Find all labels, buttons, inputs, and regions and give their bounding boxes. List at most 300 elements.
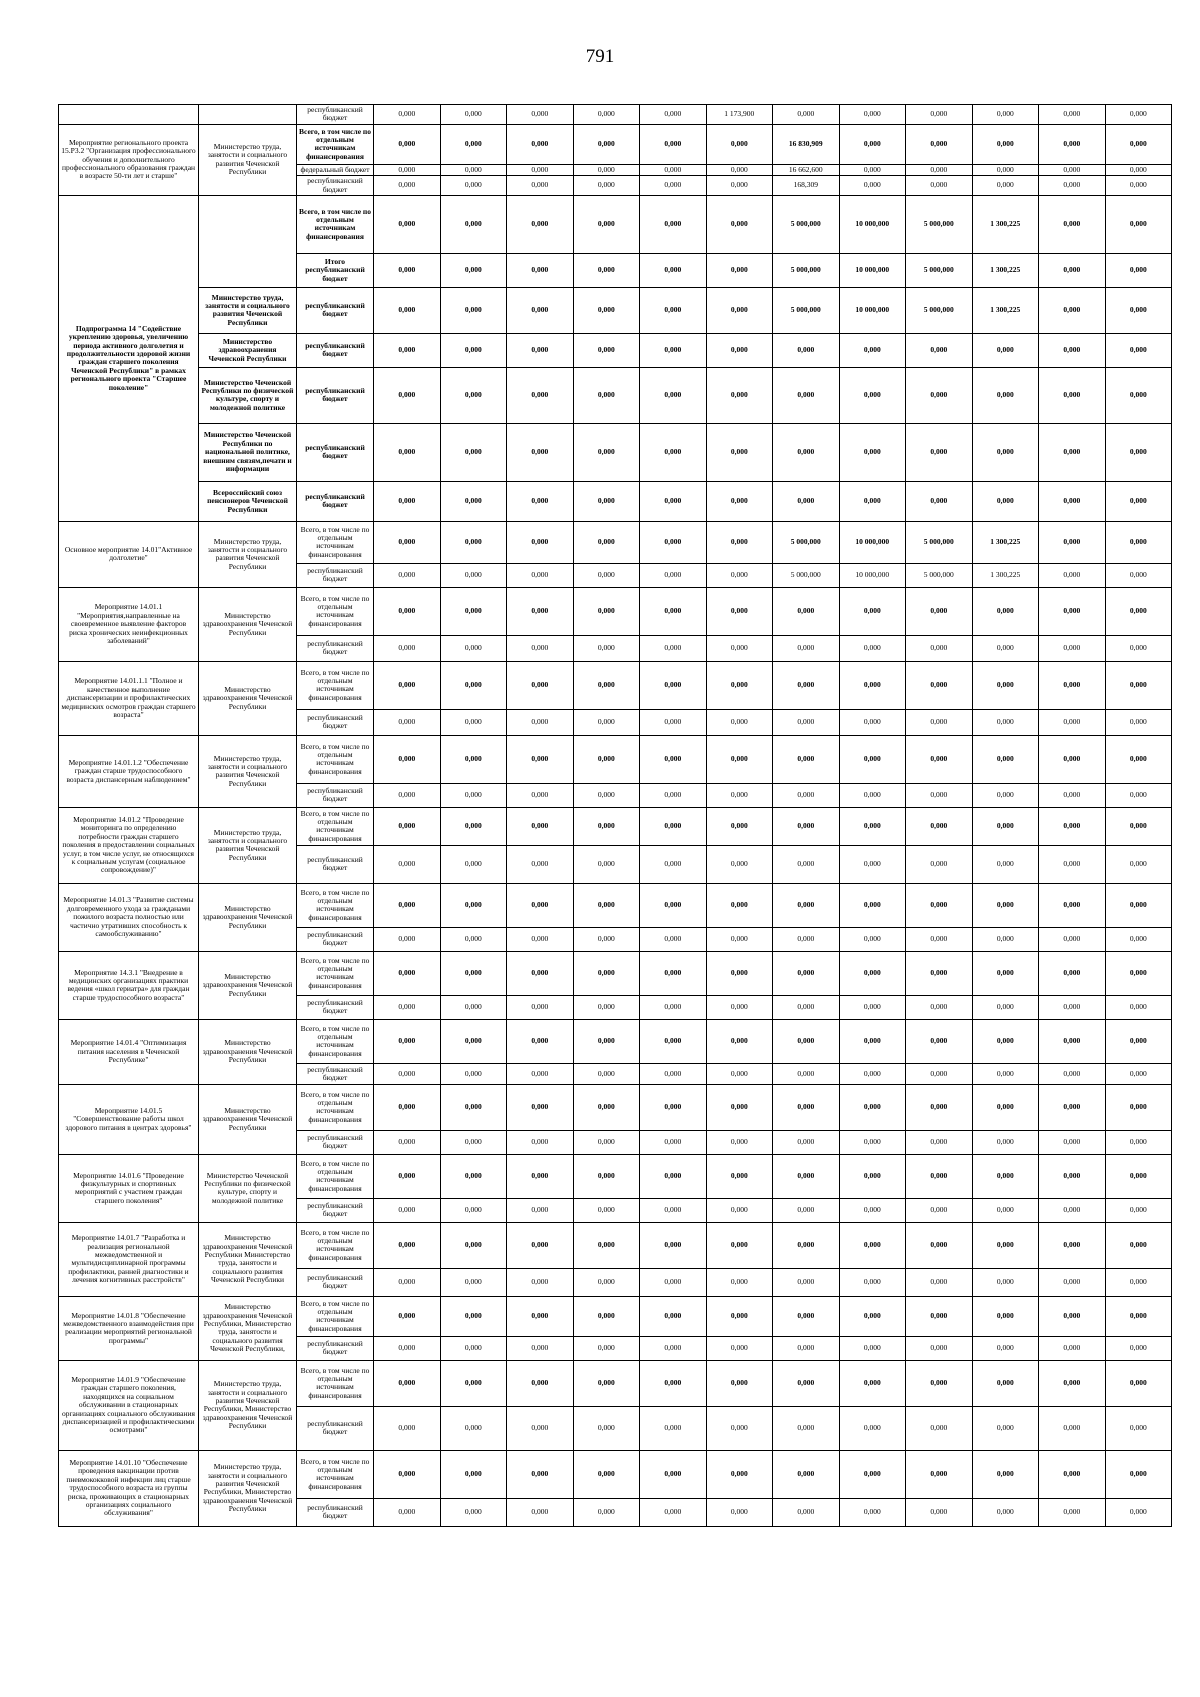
value-cell: 0,000	[1105, 1450, 1172, 1498]
value-cell: 0,000	[773, 367, 840, 423]
value-cell: 0,000	[773, 1063, 840, 1084]
value-cell: 0,000	[507, 845, 574, 883]
value-cell: 0,000	[1039, 845, 1106, 883]
value-cell: 1 300,225	[972, 563, 1039, 587]
value-cell: 0,000	[507, 1084, 574, 1130]
value-cell: 0,000	[706, 164, 773, 175]
value-cell: 0,000	[773, 807, 840, 845]
value-cell: 0,000	[507, 481, 574, 521]
value-cell: 0,000	[773, 1268, 840, 1296]
value-cell: 0,000	[706, 1360, 773, 1406]
value-cell: 0,000	[906, 1296, 973, 1336]
value-cell: 0,000	[839, 1084, 906, 1130]
value-cell: 0,000	[573, 521, 640, 563]
value-cell: 0,000	[1039, 1498, 1106, 1526]
value-cell: 0,000	[706, 951, 773, 995]
table-row	[59, 481, 1172, 521]
value-cell: 0,000	[440, 1019, 507, 1063]
value-cell: 0,000	[1039, 807, 1106, 845]
source-cell: республиканский бюджет	[297, 1063, 374, 1084]
value-cell: 0,000	[906, 1450, 973, 1498]
value-cell: 0,000	[507, 951, 574, 995]
value-cell: 0,000	[1039, 1198, 1106, 1222]
executor-cell: Министерство здравоохранения Чеченской Республики	[199, 1084, 297, 1154]
value-cell: 0,000	[640, 783, 707, 807]
value-cell: 0,000	[440, 951, 507, 995]
value-cell: 0,000	[507, 709, 574, 735]
value-cell: 0,000	[573, 481, 640, 521]
value-cell: 0,000	[640, 124, 707, 164]
source-cell: федеральный бюджет	[297, 164, 374, 175]
value-cell: 0,000	[1039, 124, 1106, 164]
value-cell: 0,000	[839, 1063, 906, 1084]
value-cell: 0,000	[773, 1450, 840, 1498]
value-cell: 0,000	[573, 807, 640, 845]
activity-name-cell: Мероприятие 14.3.1 "Внедрение в медицинских организациях практики ведения «школ гериатра» для граждан старше трудоспособного возраста"	[59, 951, 199, 1019]
value-cell: 0,000	[972, 1450, 1039, 1498]
value-cell: 0,000	[507, 927, 574, 951]
value-cell: 0,000	[839, 587, 906, 635]
value-cell: 0,000	[839, 883, 906, 927]
value-cell: 0,000	[773, 1360, 840, 1406]
value-cell: 0,000	[906, 1406, 973, 1450]
source-cell: Всего, в том числе по отдельным источникам финансирования	[297, 1296, 374, 1336]
value-cell: 0,000	[640, 287, 707, 333]
value-cell: 0,000	[1105, 1268, 1172, 1296]
value-cell: 0,000	[972, 1154, 1039, 1198]
value-cell: 0,000	[1039, 1450, 1106, 1498]
value-cell: 0,000	[374, 164, 441, 175]
value-cell: 0,000	[1105, 587, 1172, 635]
value-cell: 0,000	[1105, 1198, 1172, 1222]
value-cell: 0,000	[640, 521, 707, 563]
value-cell: 5 000,000	[906, 195, 973, 253]
source-cell: республиканский бюджет	[297, 481, 374, 521]
value-cell: 0,000	[507, 1130, 574, 1154]
source-cell: республиканский бюджет	[297, 287, 374, 333]
value-cell: 0,000	[906, 1063, 973, 1084]
value-cell: 0,000	[573, 709, 640, 735]
value-cell: 0,000	[507, 423, 574, 481]
value-cell: 0,000	[706, 195, 773, 253]
value-cell: 0,000	[507, 783, 574, 807]
value-cell: 0,000	[972, 927, 1039, 951]
value-cell: 0,000	[1105, 481, 1172, 521]
value-cell: 0,000	[773, 995, 840, 1019]
source-cell: Всего, в том числе по отдельным источникам финансирования	[297, 1450, 374, 1498]
value-cell: 0,000	[1039, 635, 1106, 661]
value-cell: 0,000	[507, 1198, 574, 1222]
value-cell: 0,000	[440, 661, 507, 709]
value-cell: 0,000	[972, 845, 1039, 883]
source-cell: Всего, в том числе по отдельным источникам финансирования	[297, 195, 374, 253]
value-cell: 0,000	[1039, 521, 1106, 563]
value-cell: 0,000	[440, 783, 507, 807]
source-cell: республиканский бюджет	[297, 105, 374, 125]
value-cell: 0,000	[573, 124, 640, 164]
value-cell: 0,000	[839, 709, 906, 735]
value-cell: 0,000	[640, 164, 707, 175]
source-cell: республиканский бюджет	[297, 783, 374, 807]
value-cell: 0,000	[1105, 807, 1172, 845]
value-cell: 0,000	[573, 845, 640, 883]
value-cell: 0,000	[706, 635, 773, 661]
value-cell: 0,000	[773, 1154, 840, 1198]
value-cell: 0,000	[706, 1222, 773, 1268]
value-cell: 0,000	[1039, 287, 1106, 333]
value-cell: 0,000	[906, 783, 973, 807]
value-cell: 0,000	[706, 1406, 773, 1450]
value-cell: 0,000	[839, 333, 906, 367]
value-cell: 0,000	[507, 563, 574, 587]
value-cell: 0,000	[573, 164, 640, 175]
value-cell: 5 000,000	[906, 521, 973, 563]
value-cell: 0,000	[906, 927, 973, 951]
value-cell: 0,000	[440, 1336, 507, 1360]
value-cell: 0,000	[440, 1154, 507, 1198]
value-cell: 0,000	[374, 1198, 441, 1222]
value-cell: 0,000	[706, 587, 773, 635]
value-cell: 0,000	[972, 735, 1039, 783]
value-cell: 0,000	[773, 883, 840, 927]
value-cell: 0,000	[507, 661, 574, 709]
value-cell: 0,000	[906, 883, 973, 927]
value-cell: 0,000	[440, 195, 507, 253]
value-cell: 0,000	[972, 1296, 1039, 1336]
value-cell: 0,000	[773, 481, 840, 521]
value-cell: 0,000	[706, 176, 773, 196]
value-cell: 0,000	[640, 195, 707, 253]
value-cell: 0,000	[507, 1450, 574, 1498]
activity-name-cell: Мероприятие 14.01.7 "Разработка и реализация региональной межведомственной и мультидисциплинарной программы профилактики, ранней диагностики и лечения когнитивных расстройств"	[59, 1222, 199, 1296]
value-cell: 0,000	[839, 1222, 906, 1268]
value-cell: 0,000	[440, 124, 507, 164]
table-row	[59, 423, 1172, 481]
value-cell: 0,000	[1039, 1063, 1106, 1084]
value-cell: 0,000	[1105, 1336, 1172, 1360]
value-cell: 0,000	[507, 1063, 574, 1084]
activity-name-cell: Мероприятие 14.01.1 "Мероприятия,направленные на своевременное выявление факторов риска хронических неинфекционных заболеваний"	[59, 587, 199, 661]
value-cell: 0,000	[972, 423, 1039, 481]
value-cell: 0,000	[839, 481, 906, 521]
value-cell: 0,000	[573, 1222, 640, 1268]
value-cell: 0,000	[640, 995, 707, 1019]
table-row	[59, 1360, 1172, 1406]
value-cell: 0,000	[1105, 333, 1172, 367]
value-cell: 0,000	[640, 105, 707, 125]
value-cell: 0,000	[1039, 883, 1106, 927]
value-cell: 0,000	[773, 927, 840, 951]
activity-name-cell: Мероприятие 14.01.9 "Обеспечение граждан старшего поколения, находящихся на социальном обслуживании в стационарных организациях социального обслуживания диспансеризацией и профилактическими осмотрами"	[59, 1360, 199, 1450]
value-cell: 0,000	[839, 661, 906, 709]
value-cell: 0,000	[507, 287, 574, 333]
value-cell: 0,000	[573, 1154, 640, 1198]
value-cell: 0,000	[706, 1498, 773, 1526]
value-cell: 0,000	[773, 951, 840, 995]
value-cell: 0,000	[374, 735, 441, 783]
value-cell: 0,000	[972, 1222, 1039, 1268]
value-cell: 0,000	[573, 1296, 640, 1336]
value-cell: 0,000	[906, 1019, 973, 1063]
value-cell: 0,000	[507, 587, 574, 635]
value-cell: 0,000	[507, 105, 574, 125]
value-cell: 0,000	[440, 176, 507, 196]
value-cell: 0,000	[839, 1268, 906, 1296]
value-cell: 0,000	[573, 1019, 640, 1063]
value-cell: 0,000	[1039, 563, 1106, 587]
value-cell: 0,000	[374, 367, 441, 423]
table-row	[59, 735, 1172, 783]
value-cell: 0,000	[374, 1084, 441, 1130]
executor-cell: Министерство труда, занятости и социального развития Чеченской Республики, Министерство здравоохранения Чеченской Республики	[199, 1360, 297, 1450]
value-cell: 0,000	[1039, 661, 1106, 709]
value-cell: 0,000	[1105, 253, 1172, 287]
value-cell: 0,000	[1105, 563, 1172, 587]
value-cell: 0,000	[706, 124, 773, 164]
value-cell: 0,000	[640, 635, 707, 661]
value-cell: 0,000	[972, 124, 1039, 164]
value-cell: 0,000	[640, 1336, 707, 1360]
value-cell: 0,000	[573, 995, 640, 1019]
value-cell: 0,000	[1039, 1130, 1106, 1154]
value-cell: 168,309	[773, 176, 840, 196]
value-cell: 1 300,225	[972, 253, 1039, 287]
value-cell: 0,000	[1105, 783, 1172, 807]
source-cell: Всего, в том числе по отдельным источникам финансирования	[297, 587, 374, 635]
value-cell: 0,000	[573, 105, 640, 125]
value-cell: 0,000	[972, 1336, 1039, 1360]
value-cell: 0,000	[440, 253, 507, 287]
value-cell: 0,000	[972, 1268, 1039, 1296]
value-cell: 0,000	[507, 995, 574, 1019]
executor-cell: Министерство Чеченской Республики по физической культуре, спорту и молодежной политике	[199, 1154, 297, 1222]
value-cell: 0,000	[906, 845, 973, 883]
value-cell: 0,000	[906, 1498, 973, 1526]
value-cell: 0,000	[773, 1222, 840, 1268]
source-cell: республиканский бюджет	[297, 1130, 374, 1154]
value-cell: 0,000	[440, 481, 507, 521]
value-cell: 0,000	[1039, 1019, 1106, 1063]
value-cell: 0,000	[440, 164, 507, 175]
value-cell: 0,000	[1105, 1063, 1172, 1084]
value-cell: 0,000	[706, 1019, 773, 1063]
value-cell: 0,000	[906, 1268, 973, 1296]
activity-name-cell: Мероприятие 14.01.2 "Проведение мониторинга по определению потребности граждан старшего поколения в предоставлении социальных услуг, в том числе услуг, не относящихся к социальным услугам (социальное сопровождение)"	[59, 807, 199, 883]
table-row	[59, 333, 1172, 367]
table-row	[59, 367, 1172, 423]
value-cell: 0,000	[440, 635, 507, 661]
value-cell: 0,000	[440, 807, 507, 845]
source-cell: республиканский бюджет	[297, 927, 374, 951]
value-cell: 0,000	[1039, 1222, 1106, 1268]
value-cell: 1 300,225	[972, 521, 1039, 563]
source-cell: Всего, в том числе по отдельным источникам финансирования	[297, 1084, 374, 1130]
value-cell: 0,000	[640, 423, 707, 481]
value-cell: 0,000	[640, 845, 707, 883]
value-cell: 0,000	[839, 951, 906, 995]
value-cell: 0,000	[573, 587, 640, 635]
value-cell: 0,000	[706, 1336, 773, 1360]
value-cell: 0,000	[1039, 105, 1106, 125]
value-cell: 0,000	[507, 1268, 574, 1296]
value-cell: 0,000	[440, 1498, 507, 1526]
value-cell: 0,000	[1105, 164, 1172, 175]
executor-cell: Министерство здравоохранения Чеченской Республики	[199, 661, 297, 735]
value-cell: 0,000	[507, 164, 574, 175]
value-cell: 0,000	[507, 635, 574, 661]
value-cell: 0,000	[440, 995, 507, 1019]
value-cell: 0,000	[440, 333, 507, 367]
value-cell: 0,000	[706, 521, 773, 563]
source-cell: республиканский бюджет	[297, 563, 374, 587]
executor-cell: Министерство труда, занятости и социального развития Чеченской Республики	[199, 287, 297, 333]
value-cell: 0,000	[906, 1360, 973, 1406]
value-cell: 0,000	[440, 1130, 507, 1154]
value-cell: 0,000	[1039, 951, 1106, 995]
value-cell: 0,000	[374, 709, 441, 735]
value-cell: 0,000	[906, 1130, 973, 1154]
executor-cell: Всероссийский союз пенсионеров Чеченской Республики	[199, 481, 297, 521]
value-cell: 0,000	[906, 587, 973, 635]
value-cell: 0,000	[773, 661, 840, 709]
source-cell: Всего, в том числе по отдельным источникам финансирования	[297, 661, 374, 709]
value-cell: 0,000	[773, 587, 840, 635]
value-cell: 0,000	[906, 1084, 973, 1130]
source-cell: Всего, в том числе по отдельным источникам финансирования	[297, 1360, 374, 1406]
value-cell: 0,000	[773, 635, 840, 661]
value-cell: 0,000	[906, 807, 973, 845]
value-cell: 0,000	[1039, 1268, 1106, 1296]
executor-cell: Министерство здравоохранения Чеченской Республики	[199, 883, 297, 951]
value-cell: 0,000	[839, 124, 906, 164]
value-cell: 0,000	[573, 735, 640, 783]
table-row	[59, 1084, 1172, 1130]
value-cell: 0,000	[507, 124, 574, 164]
budget-table-body	[59, 105, 1172, 1527]
executor-cell	[199, 105, 297, 125]
value-cell: 0,000	[1039, 783, 1106, 807]
value-cell: 0,000	[374, 563, 441, 587]
value-cell: 0,000	[706, 783, 773, 807]
value-cell: 0,000	[440, 1296, 507, 1336]
value-cell: 0,000	[1105, 927, 1172, 951]
executor-cell: Министерство труда, занятости и социального развития Чеченской Республики	[199, 807, 297, 883]
value-cell: 0,000	[1039, 1406, 1106, 1450]
table-row	[59, 195, 1172, 253]
value-cell: 0,000	[507, 735, 574, 783]
value-cell: 0,000	[374, 845, 441, 883]
source-cell: республиканский бюджет	[297, 845, 374, 883]
value-cell: 0,000	[706, 253, 773, 287]
value-cell: 0,000	[773, 709, 840, 735]
activity-name-cell: Мероприятие 14.01.1.2 "Обеспечение граждан старше трудоспособного возраста диспансерным наблюдением"	[59, 735, 199, 807]
source-cell: Всего, в том числе по отдельным источникам финансирования	[297, 1222, 374, 1268]
value-cell: 0,000	[773, 783, 840, 807]
value-cell: 0,000	[1105, 195, 1172, 253]
value-cell: 0,000	[507, 807, 574, 845]
value-cell: 0,000	[706, 1198, 773, 1222]
value-cell: 10 000,000	[839, 253, 906, 287]
value-cell: 0,000	[839, 845, 906, 883]
value-cell: 0,000	[374, 1296, 441, 1336]
value-cell: 0,000	[1105, 735, 1172, 783]
value-cell: 0,000	[374, 253, 441, 287]
value-cell: 0,000	[440, 927, 507, 951]
value-cell: 0,000	[507, 1336, 574, 1360]
source-cell: Всего, в том числе по отдельным источникам финансирования	[297, 124, 374, 164]
value-cell: 0,000	[706, 563, 773, 587]
executor-cell: Министерство здравоохранения Чеченской Республики	[199, 951, 297, 1019]
value-cell: 0,000	[706, 1130, 773, 1154]
value-cell: 0,000	[839, 1296, 906, 1336]
value-cell: 0,000	[374, 287, 441, 333]
activity-name-cell: Мероприятие 14.01.8 "Обеспечение межведомственного взаимодействия при реализации мероприятий региональной программы"	[59, 1296, 199, 1360]
value-cell: 0,000	[507, 1406, 574, 1450]
value-cell: 0,000	[1105, 521, 1172, 563]
table-row	[59, 883, 1172, 927]
value-cell: 0,000	[706, 333, 773, 367]
value-cell: 0,000	[1105, 1154, 1172, 1198]
table-row	[59, 587, 1172, 635]
value-cell: 0,000	[440, 883, 507, 927]
source-cell: республиканский бюджет	[297, 367, 374, 423]
value-cell: 0,000	[440, 287, 507, 333]
table-row	[59, 124, 1172, 164]
value-cell: 0,000	[773, 735, 840, 783]
value-cell: 0,000	[640, 951, 707, 995]
value-cell: 0,000	[440, 1268, 507, 1296]
value-cell: 0,000	[573, 423, 640, 481]
value-cell: 0,000	[906, 1222, 973, 1268]
value-cell: 0,000	[773, 333, 840, 367]
value-cell: 1 300,225	[972, 287, 1039, 333]
value-cell: 10 000,000	[839, 195, 906, 253]
source-cell: республиканский бюджет	[297, 1268, 374, 1296]
value-cell: 0,000	[374, 927, 441, 951]
value-cell: 0,000	[839, 1019, 906, 1063]
value-cell: 0,000	[640, 807, 707, 845]
value-cell: 1 173,900	[706, 105, 773, 125]
value-cell: 0,000	[1105, 287, 1172, 333]
value-cell: 0,000	[507, 1019, 574, 1063]
executor-cell: Министерство здравоохранения Чеченской Республики	[199, 333, 297, 367]
value-cell: 0,000	[773, 1336, 840, 1360]
value-cell: 0,000	[640, 176, 707, 196]
value-cell: 0,000	[374, 1063, 441, 1084]
value-cell: 0,000	[773, 1296, 840, 1336]
value-cell: 0,000	[773, 845, 840, 883]
value-cell: 0,000	[773, 1130, 840, 1154]
value-cell: 0,000	[839, 1450, 906, 1498]
table-row	[59, 521, 1172, 563]
value-cell: 0,000	[507, 195, 574, 253]
value-cell: 0,000	[573, 195, 640, 253]
executor-cell: Министерство здравоохранения Чеченской Республики, Министерство труда, занятости и социального развития Чеченской Республики,	[199, 1296, 297, 1360]
value-cell: 0,000	[1039, 735, 1106, 783]
value-cell: 0,000	[573, 951, 640, 995]
value-cell: 0,000	[906, 176, 973, 196]
value-cell: 0,000	[839, 164, 906, 175]
value-cell: 0,000	[972, 1498, 1039, 1526]
value-cell: 0,000	[1039, 1360, 1106, 1406]
value-cell: 0,000	[440, 1406, 507, 1450]
value-cell: 10 000,000	[839, 287, 906, 333]
value-cell: 0,000	[440, 1450, 507, 1498]
value-cell: 0,000	[906, 367, 973, 423]
value-cell: 0,000	[1039, 164, 1106, 175]
value-cell: 0,000	[1039, 587, 1106, 635]
value-cell: 0,000	[1105, 1360, 1172, 1406]
